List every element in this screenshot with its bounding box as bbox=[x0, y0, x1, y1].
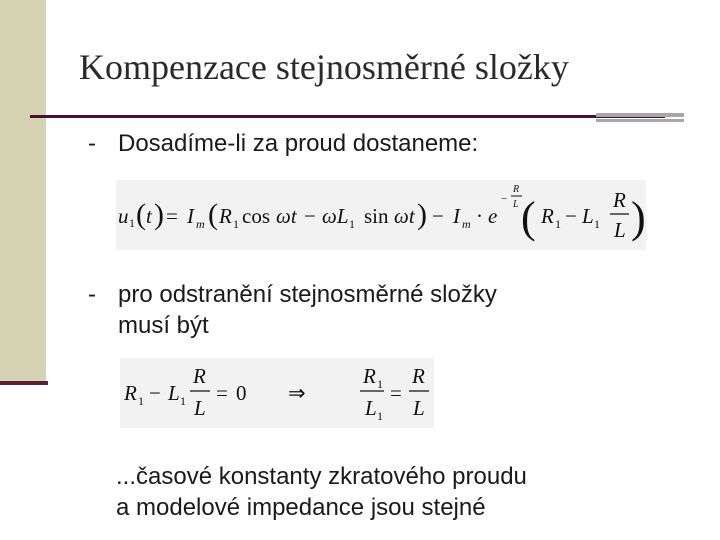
svg-text:=: = bbox=[166, 204, 178, 228]
svg-text:m: m bbox=[462, 217, 471, 231]
title-divider-accent-top bbox=[596, 113, 684, 117]
svg-text:R: R bbox=[613, 188, 626, 212]
svg-text:R: R bbox=[219, 204, 232, 228]
slide-title: Kompenzace stejnosměrné složky bbox=[79, 47, 569, 87]
svg-text:−: − bbox=[432, 204, 444, 228]
svg-text:1: 1 bbox=[180, 394, 186, 408]
svg-text:1: 1 bbox=[138, 394, 144, 408]
svg-text:L: L bbox=[413, 396, 425, 420]
svg-text:1: 1 bbox=[377, 409, 383, 423]
svg-text:(: ( bbox=[521, 193, 536, 242]
left-accent-bar bbox=[0, 0, 46, 384]
svg-text:1: 1 bbox=[377, 377, 383, 391]
svg-text:−: − bbox=[501, 193, 508, 205]
svg-text:R: R bbox=[363, 364, 376, 388]
svg-text:t: t bbox=[146, 204, 152, 228]
svg-text:sin: sin bbox=[364, 204, 389, 228]
svg-text:R: R bbox=[513, 184, 520, 195]
svg-text:−: − bbox=[565, 204, 577, 228]
svg-text:⇒: ⇒ bbox=[288, 381, 306, 405]
bullet-text-line-2: musí být bbox=[118, 312, 209, 339]
svg-text:1: 1 bbox=[594, 217, 600, 231]
svg-text:R: R bbox=[193, 364, 206, 388]
svg-text:): ) bbox=[417, 198, 427, 231]
svg-text:L: L bbox=[365, 396, 377, 420]
svg-text:cos: cos bbox=[242, 204, 270, 228]
svg-text:−: − bbox=[304, 204, 316, 228]
title-divider-accent-bottom bbox=[596, 119, 684, 122]
conclusion-note bbox=[116, 461, 527, 523]
note-line-1: ...časové konstanty zkratového proudu bbox=[116, 463, 527, 490]
svg-text:R: R bbox=[541, 204, 554, 228]
svg-text:u: u bbox=[118, 204, 129, 228]
svg-text:R: R bbox=[412, 364, 425, 388]
svg-text:R: R bbox=[124, 381, 137, 405]
svg-text:ωt: ωt bbox=[276, 204, 297, 228]
bullet-text-line-1: pro odstranění stejnosměrné složky bbox=[118, 281, 497, 308]
svg-text:1: 1 bbox=[233, 217, 239, 231]
svg-text:ωL: ωL bbox=[322, 204, 349, 228]
svg-text:0: 0 bbox=[236, 381, 247, 405]
svg-text:(: ( bbox=[208, 198, 218, 231]
left-accent-underline bbox=[0, 381, 48, 385]
svg-text:L: L bbox=[582, 204, 594, 228]
svg-text:1: 1 bbox=[349, 217, 355, 231]
svg-text:): ) bbox=[154, 198, 164, 231]
svg-text:1: 1 bbox=[555, 217, 561, 231]
svg-text:I: I bbox=[453, 204, 460, 228]
svg-text:L: L bbox=[194, 396, 206, 420]
title-divider bbox=[30, 115, 665, 118]
svg-text:1: 1 bbox=[129, 216, 135, 230]
svg-text:e: e bbox=[488, 204, 498, 228]
svg-text:L: L bbox=[614, 218, 626, 242]
bullet-marker: - bbox=[88, 281, 96, 308]
note-line-2: a modelové impedance jsou stejné bbox=[116, 494, 486, 521]
formula-voltage bbox=[116, 180, 646, 250]
svg-text:(: ( bbox=[136, 198, 146, 231]
bullet-text: Dosadíme-li za proud dostaneme: bbox=[118, 130, 479, 157]
svg-text:=: = bbox=[390, 381, 402, 405]
formula-condition bbox=[120, 358, 434, 428]
svg-text:ωt: ωt bbox=[394, 204, 415, 228]
svg-text:L: L bbox=[513, 199, 519, 210]
svg-text:=: = bbox=[216, 381, 228, 405]
svg-text:L: L bbox=[168, 381, 180, 405]
svg-text:·: · bbox=[476, 204, 483, 228]
svg-text:): ) bbox=[631, 193, 646, 242]
svg-text:m: m bbox=[196, 217, 205, 231]
svg-text:I: I bbox=[187, 204, 194, 228]
svg-text:−: − bbox=[149, 381, 161, 405]
bullet-marker: - bbox=[88, 130, 96, 157]
